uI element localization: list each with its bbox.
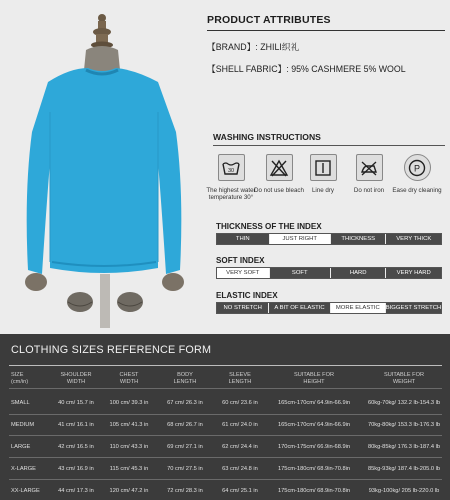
size-table-title: CLOTHING SIZES REFERENCE FORM [11,344,212,356]
table-cell: MEDIUM [11,422,35,428]
divider [9,457,442,458]
table-cell: 85kg-93kg/ 187.4 lb-205.0 lb [367,466,441,472]
divider [213,145,445,146]
table-cell: LARGE [11,444,31,450]
size-reference-section [0,334,450,500]
table-cell: 61 cm/ 24.0 in [222,422,258,428]
thickness-title: THICKNESS OF THE INDEX [216,222,322,231]
scale-option: THIN [217,234,270,244]
header-chest: CHEST WIDTH [119,372,139,385]
table-cell: 175cm-180cm/ 68.9in-70.8in [277,466,351,472]
table-cell: 41 cm/ 16.1 in [58,422,94,428]
table-cell: 70 cm/ 27.5 in [167,466,203,472]
table-cell: 72 cm/ 28.3 in [167,488,203,494]
table-cell: 105 cm/ 41.3 in [109,422,149,428]
table-cell: 100 cm/ 39.3 in [109,400,149,406]
scale-option: VERY THICK [386,234,441,244]
soft-scale [216,267,442,279]
header-weight: SUITABLE FOR WEIGHT [384,372,424,385]
wash-label: Do not iron [353,187,385,194]
header-sleeve: SLEEVE LENGTH [228,372,252,385]
elastic-title: ELASTIC INDEX [216,291,278,300]
table-row [0,422,450,440]
product-attributes [207,14,447,75]
soft-title: SOFT INDEX [216,256,265,265]
washing-title: WASHING INSTRUCTIONS [213,132,321,142]
table-cell: 64 cm/ 25.1 in [222,488,258,494]
table-cell: 68 cm/ 26.7 in [167,422,203,428]
wash-item-temperature [205,154,257,201]
scale-option: JUST RIGHT [270,234,331,244]
elastic-scale [216,302,442,314]
table-row [0,466,450,484]
table-cell: SMALL [11,400,30,406]
scale-option: THICKNESS [331,234,387,244]
wash-label: Ease dry cleaning [392,187,442,194]
table-cell: 62 cm/ 24.4 in [222,444,258,450]
table-cell: 93kg-100kg/ 205 lb-220.0 lb [368,488,440,494]
header-shoulder: SHOULDER WIDTH [60,372,92,385]
divider [207,30,445,31]
product-photo [8,12,204,328]
table-cell: 165cm-170cm/ 64.9in-66.9in [277,422,351,428]
table-cell: 60kg-70kg/ 132.2 lb-154.3 lb [367,400,441,406]
divider [9,365,442,366]
sweater-on-mannequin-image [8,12,204,328]
thickness-index [216,222,442,245]
table-cell: 70kg-80kg/ 153.3 lb-176.3 lb [367,422,441,428]
scale-option: NO STRETCH [217,303,269,313]
scale-option: SOFT [270,268,331,278]
wash-item-dry [297,154,349,194]
wash-label: Line dry [311,187,334,194]
table-cell: 175cm-180cm/ 68.9in-70.8in [277,488,351,494]
washing-icons-row [206,154,445,212]
no-iron-icon [356,154,383,181]
wash-item-iron [343,154,395,194]
table-cell: 60 cm/ 23.6 in [222,400,258,406]
wash-30-icon [218,154,245,181]
header-body: BODY LENGTH [173,372,197,385]
brand-line: 【BRAND】: ZHILI织礼 [207,42,300,52]
divider [9,388,442,389]
table-cell: 115 cm/ 45.3 in [109,466,149,472]
scale-option: VERY SOFT [217,268,270,278]
header-size: SIZE (cm/in) [11,372,29,385]
shell-fabric-line: 【SHELL FABRIC】: 95% CASHMERE 5% WOOL [207,64,406,74]
soft-index [216,256,442,279]
table-cell: 42 cm/ 16.5 in [58,444,94,450]
table-row [0,488,450,500]
table-cell: 165cm-170cm/ 64.9in-66.9in [277,400,351,406]
attributes-title: PRODUCT ATTRIBUTES [207,14,331,26]
wash-label: Do not use bleach [254,187,304,194]
table-cell: X-LARGE [11,466,36,472]
table-cell: 40 cm/ 15.7 in [58,400,94,406]
svg-text:P: P [413,163,421,173]
table-cell: 80kg-85kg/ 176.3 lb-187.4 lb [367,444,441,450]
header-height: SUITABLE FOR HEIGHT [294,372,334,385]
table-cell: 110 cm/ 43.3 in [109,444,149,450]
scale-option: BIGGEST STRETCH [385,305,442,311]
table-cell: 67 cm/ 26.3 in [167,400,203,406]
elastic-index [216,291,442,314]
scale-option: HARD [331,268,387,278]
thickness-scale [216,233,442,245]
divider [9,414,442,415]
line-dry-icon [310,154,337,181]
no-bleach-icon [266,154,293,181]
svg-text:30: 30 [227,167,235,174]
washing-instructions [206,132,445,212]
table-row [0,444,450,462]
table-cell: 44 cm/ 17.3 in [58,488,94,494]
table-cell: 43 cm/ 16.9 in [58,466,94,472]
wash-item-dry-clean [391,154,443,194]
divider [9,435,442,436]
table-cell: 63 cm/ 24.8 in [222,466,258,472]
table-row [0,400,450,418]
table-cell: 120 cm/ 47.2 in [109,488,149,494]
dry-clean-icon [404,154,431,181]
table-cell: 69 cm/ 27.1 in [167,444,203,450]
wash-label: The highest water temperature 30° [206,187,256,202]
scale-option: MORE ELASTIC [331,303,386,313]
scale-option: A BIT OF ELASTIC [269,303,330,313]
table-cell: XX-LARGE [11,488,40,494]
table-cell: 170cm-175cm/ 66.9in-68.9in [277,444,351,450]
scale-option: VERY HARD [386,268,441,278]
divider [9,479,442,480]
